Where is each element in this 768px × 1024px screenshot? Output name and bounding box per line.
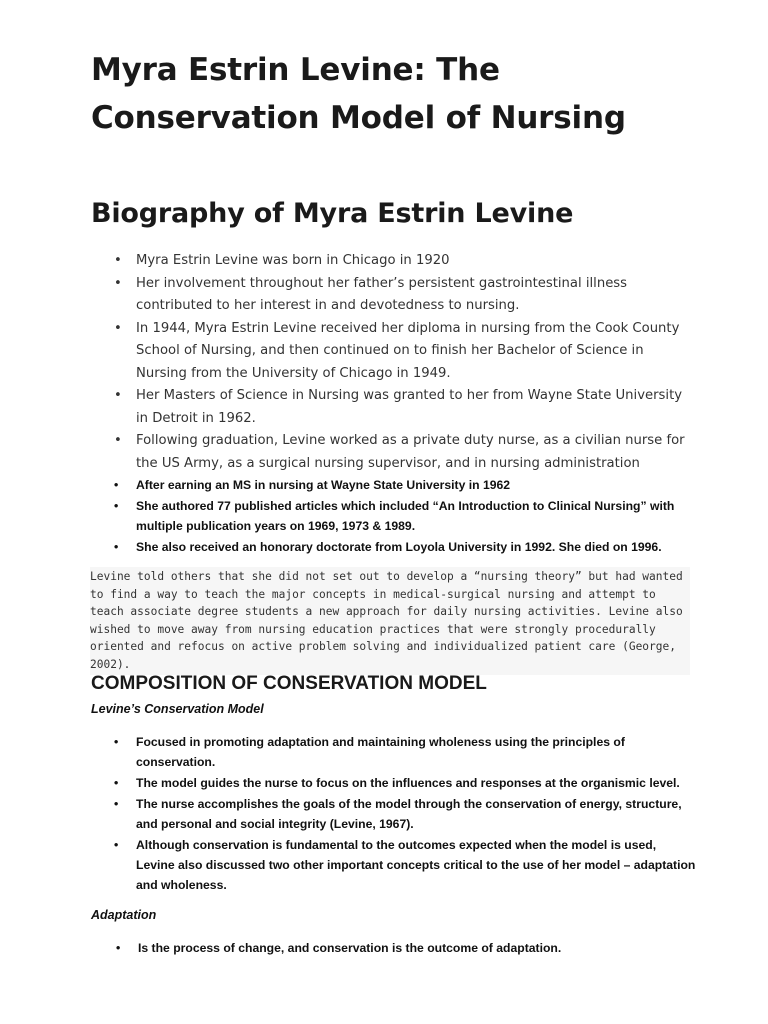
model-subheading: Levine’s Conservation Model [91, 702, 264, 716]
list-item: • The model guides the nurse to focus on the influences and responses at the organismic level. [136, 773, 696, 793]
levine-paragraph: Levine told others that she did not set out to develop a “nursing theory” but had wanted to find a way to teach the major concepts in medical-surgical nursing and attempt to teach associate degree students a new approach for daily nursing activities. Levine also wished to move away from nursing education practices that were strongly procedurally oriented and refocus on active problem solving and individualized patient care (George, 2002). [90, 567, 690, 675]
document-title: Myra Estrin Levine: The Conservation Model of Nursing [91, 52, 626, 136]
list-item: • She authored 77 published articles which included “An Introduction to Clinical Nursing” with multiple publication years on 1969, 1973 & 1989. [136, 496, 696, 536]
list-item: • Following graduation, Levine worked as a private duty nurse, as a civilian nurse for the US Army, as a surgical nursing supervisor, and in nursing administration [136, 430, 696, 475]
list-item: • She also received an honorary doctorate from Loyola University in 1992. She died on 1996. [136, 537, 696, 557]
list-item: • Myra Estrin Levine was born in Chicago in 1920 [136, 250, 696, 273]
adaptation-subheading: Adaptation [91, 908, 157, 922]
list-item: • The nurse accomplishes the goals of the model through the conservation of energy, structure, and personal and social integrity (Levine, 1967). [136, 794, 696, 834]
list-item: • Her Masters of Science in Nursing was granted to her from Wayne State University in Detroit in 1962. [136, 385, 696, 430]
list-item: • Her involvement throughout her father’s persistent gastrointestinal illness contributed to her interest in and devotedness to nursing. [136, 273, 696, 318]
adaptation-list [138, 938, 698, 959]
list-item: • After earning an MS in nursing at Wayne State University in 1962 [136, 475, 696, 495]
biography-list [136, 250, 696, 558]
list-item: • Although conservation is fundamental to the outcomes expected when the model is used, Levine also discussed two other important concepts critical to the use of her model – adaptation and wholeness. [136, 835, 696, 895]
list-item: • Focused in promoting adaptation and maintaining wholeness using the principles of conservation. [136, 732, 696, 772]
biography-heading: Biography of Myra Estrin Levine [91, 198, 574, 229]
list-item: • Is the process of change, and conservation is the outcome of adaptation. [138, 938, 698, 958]
model-list [136, 732, 696, 896]
composition-heading: COMPOSITION OF CONSERVATION MODEL [91, 673, 487, 694]
list-item: • In 1944, Myra Estrin Levine received her diploma in nursing from the Cook County School of Nursing, and then continued on to finish her Bachelor of Science in Nursing from the University of Chicago in 1949. [136, 318, 696, 386]
